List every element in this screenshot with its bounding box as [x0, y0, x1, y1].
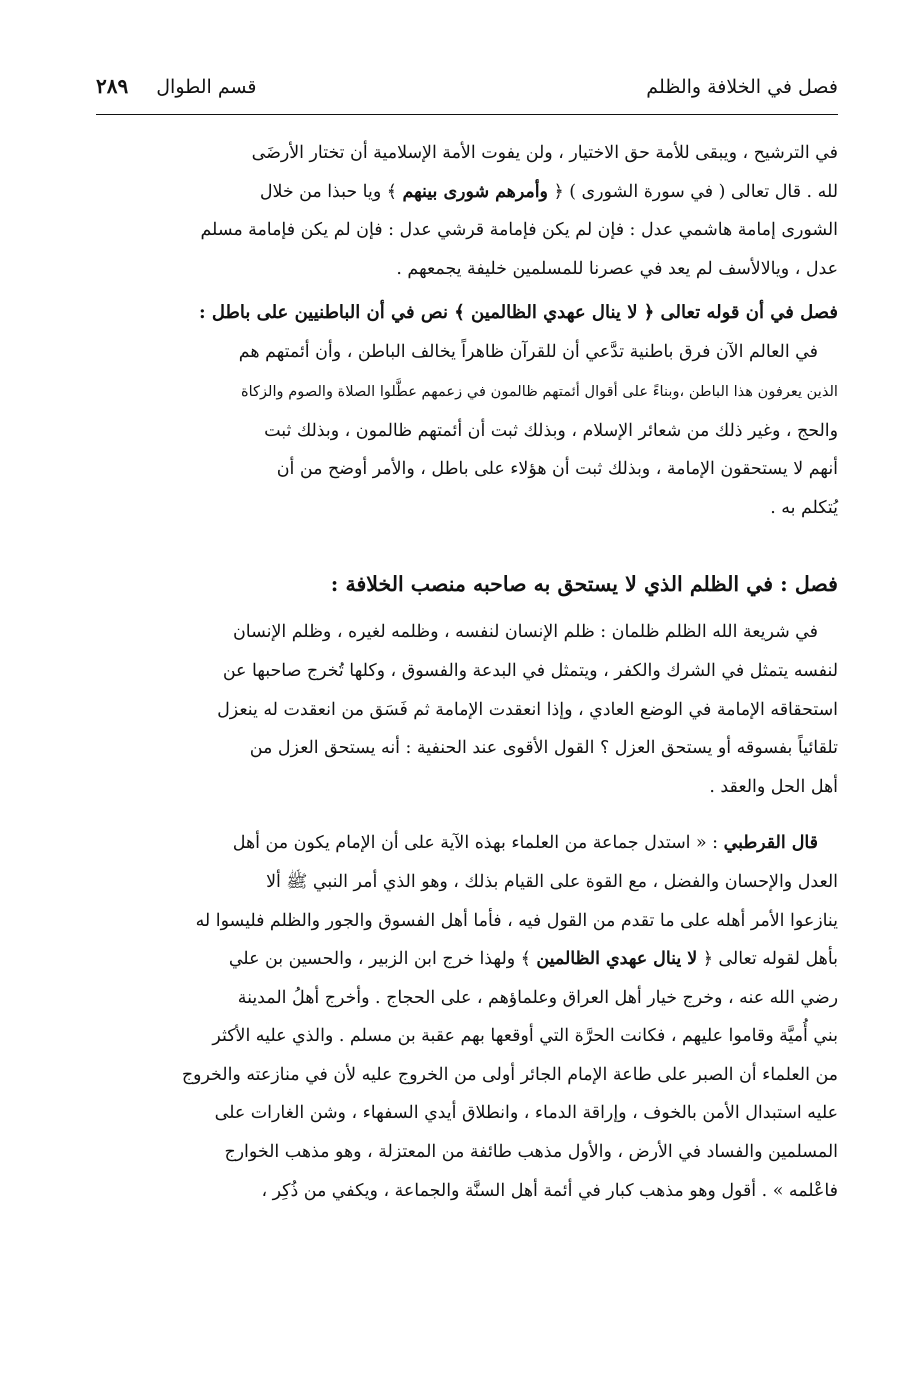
running-header	[96, 74, 838, 110]
line: في الترشيح ، ويبقى للأمة حق الاختيار ، ولن يفوت الأمة الإسلامية أن تختار الأرضَى	[251, 143, 838, 163]
line: استحقاقه الإمامة في الوضع العادي ، وإذا انعقدت الإمامة ثم فَسَق من انعقدت له ينعزل	[217, 699, 838, 720]
line: العدل والإحسان والفضل ، مع القوة على القيام بذلك ، وهو الذي أمر النبي ﷺ ألا	[266, 871, 838, 892]
line: المسلمين والفساد في الأرض ، والأول مذهب طائفة من المعتزلة ، وهو مذهب الخوارج	[224, 1142, 838, 1163]
line: الشورى إمامة هاشمي عدل : فإن لم يكن فإمامة قرشي عدل : فإن لم يكن فإمامة مسلم	[200, 220, 838, 241]
quoted-author: قال القرطبي	[723, 833, 818, 854]
quran-quote: لا ينال عهدي الظالمين	[536, 949, 698, 970]
line: أنهم لا يستحقون الإمامة ، وبذلك ثبت أن هؤلاء على باطل ، والأمر أوضح من أن	[276, 459, 838, 480]
line: فاعْلمه » . أقول وهو مذهب كبار في أئمة أهل السنَّة والجماعة ، ويكفي من ذُكِر ،	[261, 1180, 838, 1201]
paragraph-4	[96, 824, 838, 1210]
line: يُتكلم به .	[770, 497, 838, 518]
section-title: قسم الطوال	[156, 76, 257, 98]
line: في شريعة الله الظلم ظلمان : ظلم الإنسان لنفسه ، وظلمه لغيره ، وظلم الإنسان	[233, 622, 818, 643]
line: والحج ، وغير ذلك من شعائر الإسلام ، وبذلك ثبت أن أئمتهم ظالمون ، وبذلك ثبت	[264, 420, 838, 441]
line: عدل ، ويالالأسف لم يعد في عصرنا للمسلمين خليفة يجمعهم .	[396, 258, 838, 279]
line: في العالم الآن فرق باطنية تدَّعي أن للقرآن ظاهراً يخالف الباطن ، وأن أئمتهم هم	[238, 342, 818, 363]
line: تلقائياً بفسوقه أو يستحق العزل ؟ القول الأقوى عند الحنفية : أنه يستحق العزل من	[249, 738, 838, 759]
line: ﴾ ويا حبذا من خلال	[259, 181, 403, 202]
line: رضي الله عنه ، وخرج خيار أهل العراق وعلماؤهم ، على الحجاج . وأخرج أهلُ المدينة	[237, 987, 838, 1008]
line: الذين يعرفون هذا الباطن ،وبناءً على أقوال أئمتهم ظالمون في زعمهم عطَّلوا الصلاة والصوم والزكاة	[240, 382, 838, 400]
header-left-group	[96, 74, 257, 98]
page-body	[96, 134, 838, 1210]
line: أهل الحل والعقد .	[709, 776, 838, 797]
line: عليه استبدال الأمن بالخوف ، وإراقة الدماء ، وانطلاق أيدي السفهاء ، وشن الغارات على	[214, 1103, 838, 1124]
line: من العلماء أن الصبر على طاعة الإمام الجائر أولى من الخروج عليه لأن في منازعته والخروج	[181, 1064, 838, 1085]
paragraph-3	[96, 613, 838, 806]
line: بني أُميَّة وقاموا عليهم ، فكانت الحرَّة التي أوقعها بهم عقبة بن مسلم . والذي عليه الأكثر	[212, 1026, 838, 1047]
paragraph-2	[96, 333, 838, 527]
line: لله . قال تعالى ( في سورة الشورى ) ﴿	[547, 181, 838, 202]
section-heading: فصل في أن قوله تعالى ﴿ لا ينال عهدي الظالمين ﴾ نص في أن الباطنيين على باطل :	[198, 302, 838, 324]
line: بأهل لقوله تعالى ﴿	[697, 949, 838, 970]
line: لنفسه يتمثل في الشرك والكفر ، ويتمثل في البدعة والفسوق ، وكلها تُخرج صاحبها عن	[222, 660, 838, 681]
paragraph-1	[96, 134, 838, 288]
line: ينازعوا الأمر أهله على ما تقدم من القول فيه ، فأما أهل الفسوق والجور والظلم فليسوا له	[195, 910, 838, 931]
line: : « استدل جماعة من العلماء بهذه الآية على أن الإمام يكون من أهل	[232, 833, 724, 854]
header-rule	[96, 114, 838, 115]
line: ﴾ ولهذا خرج ابن الزبير ، والحسين بن علي	[228, 949, 537, 970]
page-number: ٢٨٩	[96, 74, 129, 98]
quran-quote: وأمرهم شورى بينهم	[402, 181, 548, 202]
section-heading: فصل : في الظلم الذي لا يستحق به صاحبه منصب الخلافة :	[330, 572, 838, 597]
chapter-title: فصل في الخلافة والظلم	[646, 76, 838, 98]
